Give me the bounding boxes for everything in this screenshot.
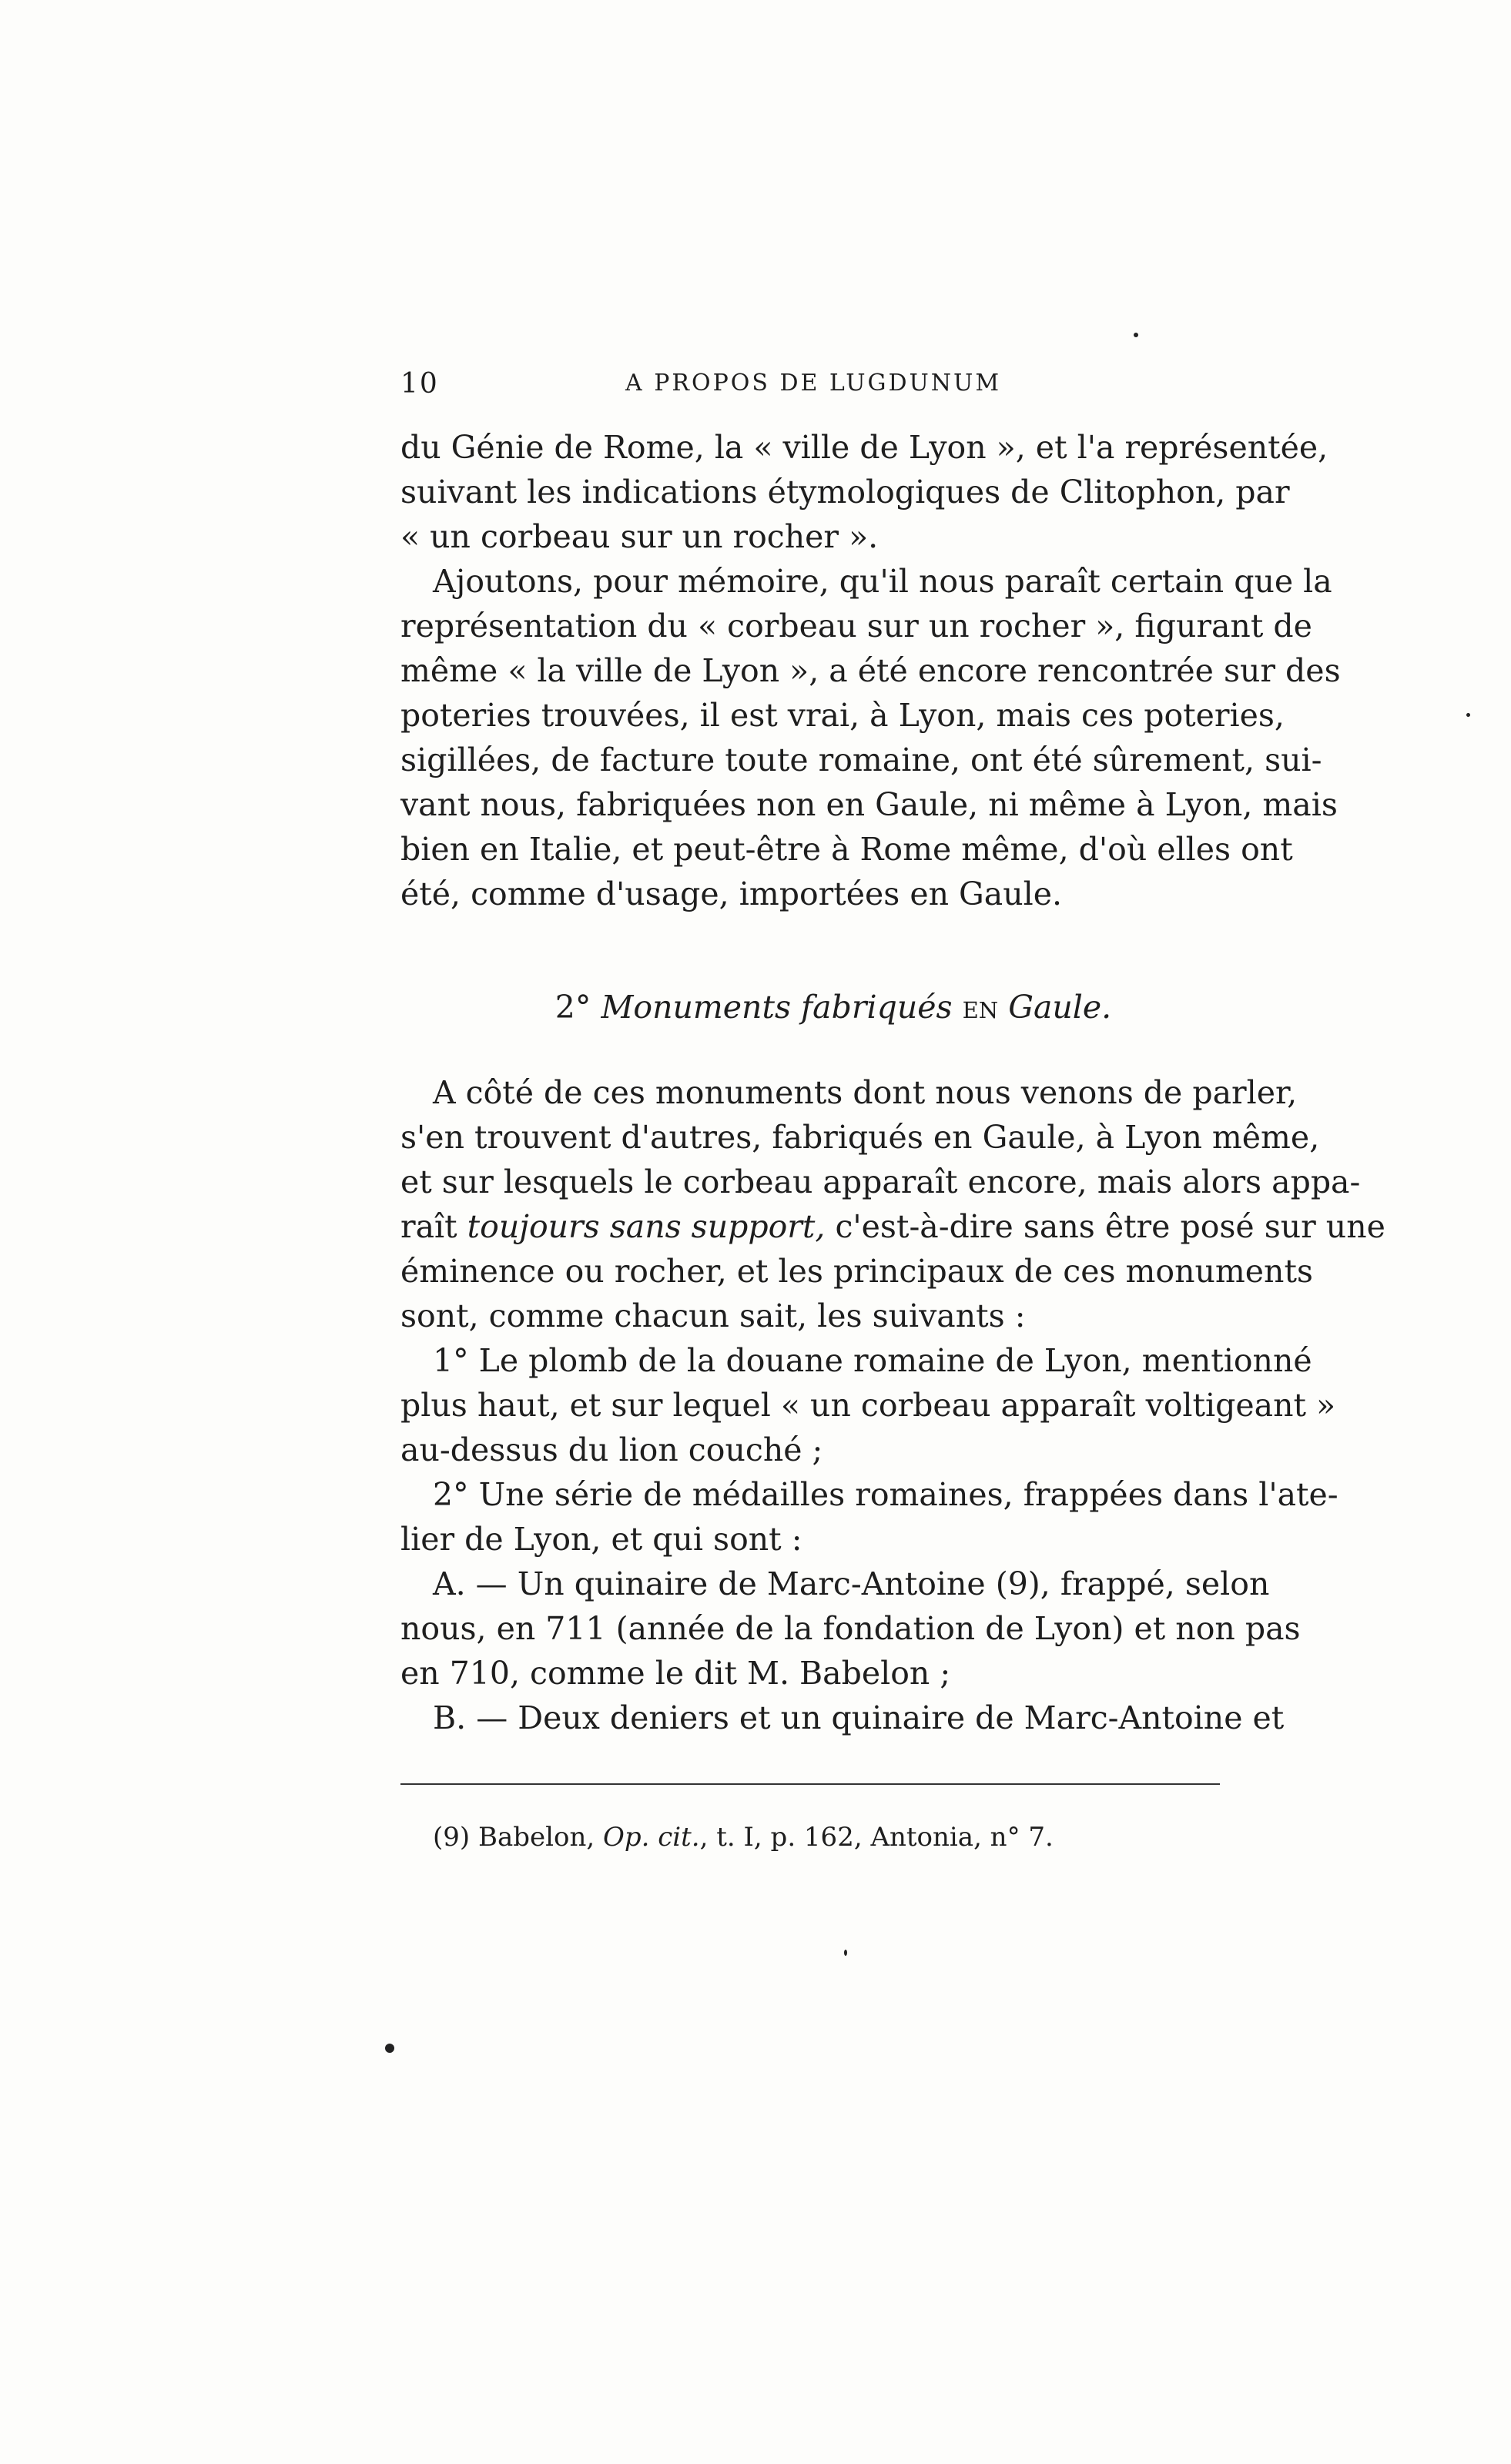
text-line: nous, en 711 (année de la fondation de Lyon) et non pas — [400, 1610, 1301, 1647]
section-title-part: en — [962, 989, 999, 1026]
footnote-text: (9) Babelon, — [433, 1822, 603, 1853]
text-line: du Génie de Rome, la « ville de Lyon », et l'a représentée, — [400, 429, 1328, 466]
text-line: représentation du « corbeau sur un rocher », figurant de — [400, 608, 1312, 644]
ink-speck — [1134, 333, 1138, 337]
text-line: s'en trouvent d'autres, fabriqués en Gaule, à Lyon même, — [400, 1119, 1320, 1156]
ink-speck — [844, 1950, 847, 1956]
page-number: 10 — [400, 368, 439, 400]
footnote-rule — [400, 1783, 1220, 1785]
list-item: 1° Le plomb de la douane romaine de Lyon, mentionné — [433, 1342, 1312, 1379]
text-line: été, comme d'usage, importées en Gaule. — [400, 875, 1063, 912]
list-item: A. — Un quinaire de Marc-Antoine (9), frappé, selon — [433, 1565, 1270, 1602]
text-line: plus haut, et sur lequel « un corbeau apparaît voltigeant » — [400, 1387, 1336, 1424]
text-line: éminence ou rocher, et les principaux de ces monuments — [400, 1253, 1313, 1290]
section-title-part: Gaule. — [1008, 989, 1112, 1026]
list-item: B. — Deux deniers et un quinaire de Marc-Antoine et — [433, 1699, 1285, 1736]
text-span: raît — [400, 1208, 467, 1245]
text-line: « un corbeau sur un rocher ». — [400, 518, 879, 555]
italic-text: toujours sans support, — [467, 1208, 826, 1245]
paragraph-3 — [400, 1070, 1385, 1740]
ink-speck — [1466, 713, 1470, 717]
ink-speck — [385, 2044, 394, 2053]
text-span: c'est-à-dire sans être posé sur une — [825, 1208, 1385, 1245]
text-line: bien en Italie, et peut-être à Rome même, d'où elles ont — [400, 831, 1293, 868]
text-line: poteries trouvées, il est vrai, à Lyon, mais ces poteries, — [400, 697, 1285, 734]
paragraph-1 — [400, 425, 1328, 559]
text-line: et sur lesquels le corbeau apparaît encore, mais alors appa- — [400, 1163, 1361, 1200]
footnote-italic: Op. cit. — [602, 1822, 700, 1853]
footnote — [433, 1822, 1054, 1853]
text-line: suivant les indications étymologiques de Clitophon, par — [400, 474, 1290, 511]
paragraph-2 — [400, 559, 1341, 916]
text-line: lier de Lyon, et qui sont : — [400, 1521, 802, 1558]
list-item: 2° Une série de médailles romaines, frappées dans l'ate- — [433, 1476, 1338, 1513]
text-line: en 710, comme le dit M. Babelon ; — [400, 1655, 951, 1692]
text-line: au-dessus du lion couché ; — [400, 1431, 823, 1468]
text-line: sigillées, de facture toute romaine, ont été sûrement, sui- — [400, 742, 1322, 778]
text-line: A côté de ces monuments dont nous venons de parler, — [433, 1074, 1298, 1111]
text-line: vant nous, fabriquées non en Gaule, ni même à Lyon, mais — [400, 786, 1338, 823]
section-title-part: Monuments fabriqués — [601, 989, 953, 1026]
text-line — [400, 1204, 1385, 1249]
text-line: même « la ville de Lyon », a été encore rencontrée sur des — [400, 652, 1341, 689]
running-title: A PROPOS DE LUGDUNUM — [625, 370, 1002, 397]
section-heading — [400, 989, 1220, 1026]
footnote-text: , t. I, p. 162, Antonia, n° 7. — [699, 1822, 1054, 1853]
section-number: 2° — [554, 989, 591, 1026]
text-line: Ajoutons, pour mémoire, qu'il nous paraît certain que la — [433, 563, 1332, 600]
text-line: sont, comme chacun sait, les suivants : — [400, 1297, 1026, 1334]
